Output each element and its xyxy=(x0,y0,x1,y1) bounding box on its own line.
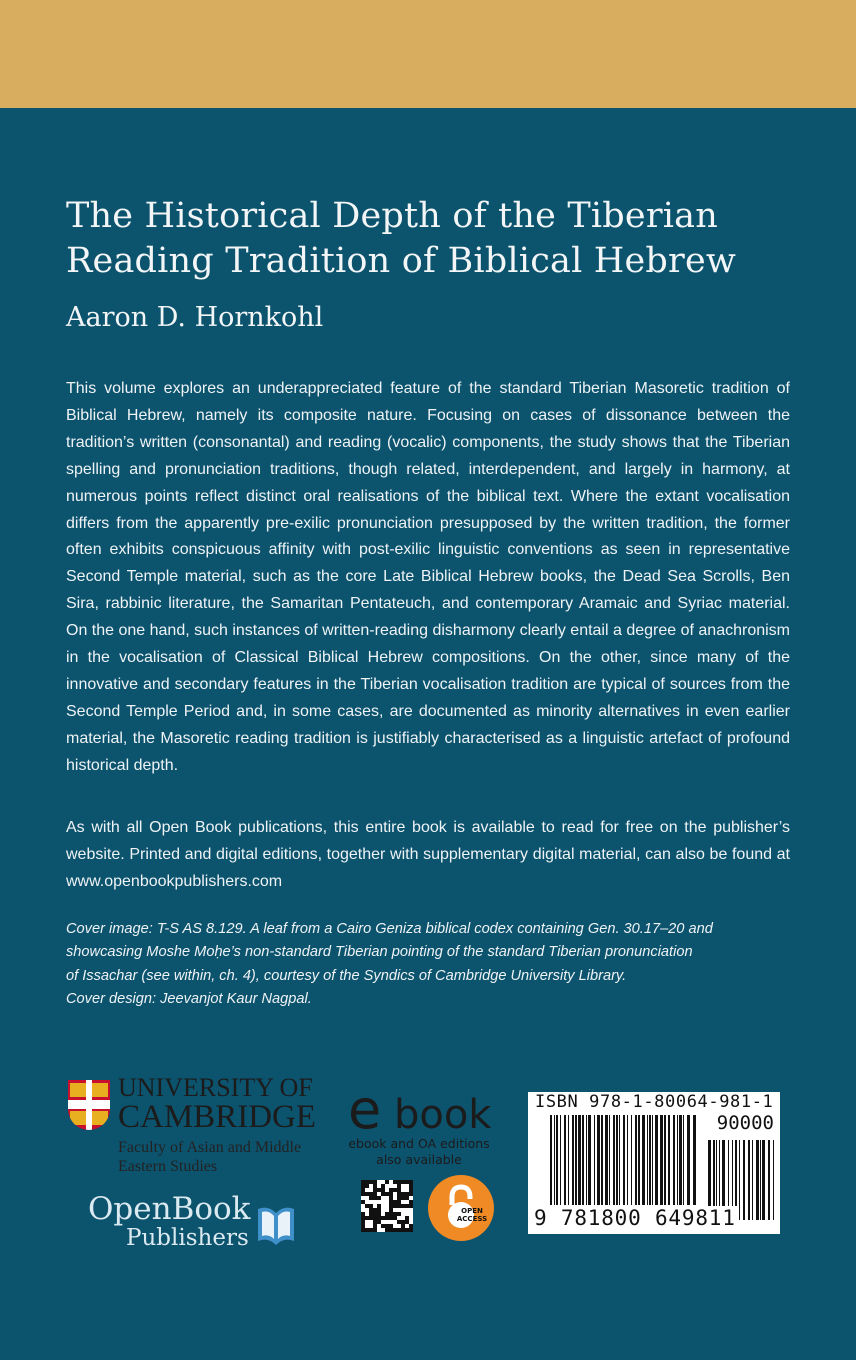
barcode-bar xyxy=(756,1140,759,1220)
barcode-bar xyxy=(655,1115,658,1205)
barcode-bar xyxy=(679,1115,682,1205)
ebook-logo xyxy=(348,1078,492,1167)
isbn-text: ISBN 978-1-80064-981-1 xyxy=(535,1092,774,1112)
barcode-bar xyxy=(550,1115,552,1205)
book-title xyxy=(66,194,806,284)
barcode-bar xyxy=(616,1115,618,1205)
barcode-bar xyxy=(572,1115,574,1205)
open-access-paragraph: As with all Open Book publications, this entire book is available to read for free on the publisher’s website. Printed and digital editions, together with supplementary digital material, can also be found at www.openbookpublishers.com xyxy=(66,819,790,890)
open-access-icon xyxy=(428,1175,494,1241)
barcode-bar xyxy=(687,1115,690,1205)
barcode-bar xyxy=(631,1115,632,1205)
barcode-bar xyxy=(752,1140,753,1220)
ebook-note-line2: also available xyxy=(376,1152,462,1167)
barcode-bar xyxy=(673,1115,675,1205)
title-line-1: The Historical Depth of the Tiberian xyxy=(66,196,718,236)
barcode-bar xyxy=(588,1115,591,1205)
barcode-bar xyxy=(768,1140,770,1220)
ebook-note-line1: ebook and OA editions xyxy=(348,1136,490,1151)
barcode-bar xyxy=(627,1115,628,1205)
openbook-publishers-logo xyxy=(88,1192,250,1250)
cambridge-line2: CAMBRIDGE xyxy=(118,1099,317,1135)
isbn-barcode xyxy=(528,1092,780,1234)
barcode-bar xyxy=(560,1115,561,1205)
qr-code-icon[interactable] xyxy=(361,1180,413,1232)
price-code: 90000 xyxy=(716,1112,774,1134)
barcode-bar xyxy=(601,1115,603,1205)
barcode-bar xyxy=(649,1115,651,1205)
barcode-bar xyxy=(748,1140,750,1220)
ebook-book: book xyxy=(393,1092,492,1138)
top-color-band xyxy=(0,0,856,108)
author-name: Aaron D. Hornkohl xyxy=(66,302,324,333)
cambridge-line1: UNIVERSITY OF xyxy=(118,1073,313,1102)
cambridge-shield-icon xyxy=(68,1080,110,1130)
barcode-bar xyxy=(638,1115,640,1205)
title-line-2: Reading Tradition of Biblical Hebrew xyxy=(66,241,737,281)
barcode-bar xyxy=(760,1140,761,1220)
barcode-bar xyxy=(568,1115,569,1205)
barcode-bar xyxy=(660,1115,663,1205)
barcode-bar xyxy=(677,1115,678,1205)
barcode-bar xyxy=(642,1115,645,1205)
open-access-label: OPEN ACCESS xyxy=(456,1207,488,1223)
barcode-bar xyxy=(554,1115,555,1205)
barcode-bar xyxy=(623,1115,625,1205)
barcode-bar xyxy=(613,1115,615,1205)
faculty-line1: Faculty of Asian and Middle xyxy=(118,1139,302,1156)
faculty-line2: Eastern Studies xyxy=(118,1158,218,1175)
barcode-bar xyxy=(597,1115,600,1205)
credits xyxy=(66,918,806,1011)
barcode-bar xyxy=(773,1140,774,1220)
barcode-bar xyxy=(683,1115,684,1205)
barcode-bar xyxy=(693,1115,696,1205)
barcode-bar xyxy=(594,1115,595,1205)
barcode-bar xyxy=(619,1115,620,1205)
barcode-bar xyxy=(564,1115,566,1205)
barcode-bar xyxy=(739,1140,740,1220)
barcode-bar xyxy=(556,1115,558,1205)
barcode-bar xyxy=(582,1115,584,1205)
blurb-paragraph: This volume explores an underappreciated feature of the standard Tiberian Masoretic tradition of Biblical Hebrew, namely its composite nature. Focusing on cases of dissonance between the tradition’s written (consonantal) and reading (vocalic) components, the study shows that the Tiberian spelling and pronunciation traditions, though related, interdependent, and largely in harmony, at numerous points reflect distinct oral realisations of the biblical text. Where the extant vocalisation differs from the apparently pre-exilic pronunciation presupposed by the written tradition, the former often exhibits conspicuous affinity with post-exilic linguistic conventions as seen in representative Second Temple material, such as the core Late Biblical Hebrew books, the Dead Sea Scrolls, Ben Sira, rabbinic literature, the Samaritan Pentateuch, and contemporary Aramaic and Syriac material. On the one hand, such instances of written-reading disharmony clearly entail a degree of anachronism in the vocalisation of Classical Biblical Hebrew compositions. On the other, since many of the innovative and secondary features in the Tiberian vocalisation tradition are typical of sources from the Second Temple Period and, in some cases, are documented as minority alternatives in even earlier material, the Masoretic reading tradition is justifiably characterised as a linguistic artefact of profound historical depth. xyxy=(66,380,790,774)
barcode-bar xyxy=(635,1115,637,1205)
barcode-bar xyxy=(578,1115,581,1205)
barcode-bar xyxy=(743,1140,745,1220)
ebook-e: e xyxy=(348,1078,382,1141)
barcode-bar xyxy=(762,1140,765,1220)
cover-image-credit-line: of Issachar (see within, ch. 4), courtesy of the Syndics of Cambridge University Library. xyxy=(66,967,627,984)
barcode-bar xyxy=(609,1115,610,1205)
barcode-bar xyxy=(668,1115,670,1205)
barcode-bar xyxy=(605,1115,608,1205)
cover-image-credit-line: showcasing Moshe Moḥe’s non-standard Tiberian pointing of the standard Tiberian pronunciation xyxy=(66,944,693,961)
barcode-bar xyxy=(647,1115,648,1205)
cover-image-credit-line: Cover image: T-S AS 8.129. A leaf from a Cairo Geniza biblical codex containing Gen. 30.17–20 and xyxy=(66,921,713,937)
cover-design-credit: Cover design: Jeevanjot Kaur Nagpal. xyxy=(66,990,312,1007)
publisher-line1: OpenBook xyxy=(88,1191,251,1227)
barcode-bar xyxy=(586,1115,587,1205)
open-book-icon xyxy=(256,1203,296,1247)
barcode-bar xyxy=(664,1115,666,1205)
barcode-bar xyxy=(652,1115,653,1205)
publisher-line2: Publishers xyxy=(126,1225,249,1251)
ean-number: 9 781800 649811 xyxy=(534,1206,736,1230)
barcode-bar xyxy=(575,1115,577,1205)
